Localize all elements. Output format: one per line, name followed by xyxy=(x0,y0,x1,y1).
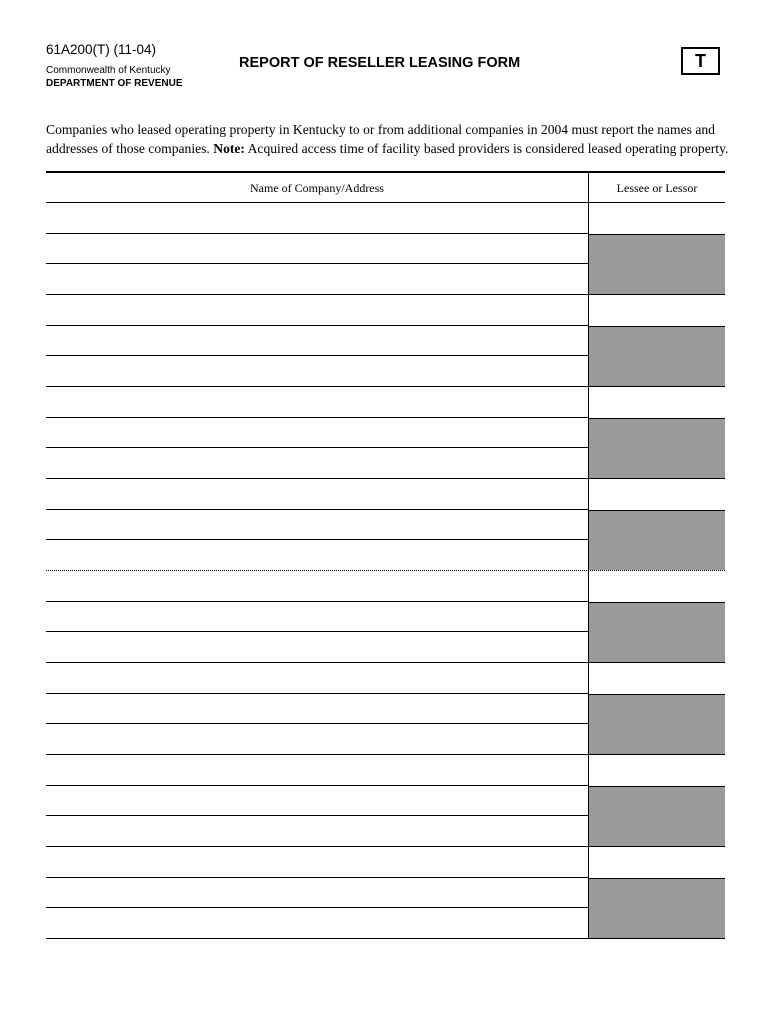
address-line[interactable] xyxy=(46,816,588,846)
table-body xyxy=(46,203,725,939)
company-address-field[interactable] xyxy=(46,847,589,938)
lessee-lessor-cell xyxy=(589,387,725,478)
address-line[interactable] xyxy=(46,602,588,633)
note-label: Note: xyxy=(213,141,245,156)
address-line[interactable] xyxy=(46,908,588,938)
company-address-field[interactable] xyxy=(46,663,589,754)
address-line[interactable] xyxy=(46,663,588,694)
lessee-lessor-cell xyxy=(589,479,725,570)
address-line[interactable] xyxy=(46,786,588,817)
company-address-field[interactable] xyxy=(46,387,589,478)
shaded-area xyxy=(589,695,725,754)
column-header-name: Name of Company/Address xyxy=(46,173,589,202)
address-line[interactable] xyxy=(46,847,588,878)
table-row xyxy=(46,847,725,939)
shaded-area xyxy=(589,603,725,662)
table-row xyxy=(46,295,725,387)
shaded-area xyxy=(589,419,725,478)
shaded-area xyxy=(589,879,725,938)
address-line[interactable] xyxy=(46,571,588,602)
lessee-lessor-field[interactable] xyxy=(589,295,725,327)
company-address-field[interactable] xyxy=(46,479,589,570)
shaded-area xyxy=(589,235,725,294)
company-address-field[interactable] xyxy=(46,203,589,294)
agency-name: Commonwealth of Kentucky xyxy=(46,65,171,76)
address-line[interactable] xyxy=(46,632,588,662)
address-line[interactable] xyxy=(46,234,588,265)
address-line[interactable] xyxy=(46,510,588,541)
instructions xyxy=(46,120,730,158)
lessee-lessor-field[interactable] xyxy=(589,571,725,603)
address-line[interactable] xyxy=(46,264,588,294)
instructions-text: Companies who leased operating property in Kentucky to or from additional companies in 2004 must report the names and addresses of those companies. xyxy=(46,122,715,156)
lessee-lessor-field[interactable] xyxy=(589,203,725,235)
schedule-letter-box xyxy=(681,47,720,75)
shaded-area xyxy=(589,327,725,386)
lessee-lessor-field[interactable] xyxy=(589,387,725,419)
lessee-lessor-cell xyxy=(589,755,725,846)
address-line[interactable] xyxy=(46,724,588,754)
address-line[interactable] xyxy=(46,295,588,326)
address-line[interactable] xyxy=(46,418,588,449)
address-line[interactable] xyxy=(46,448,588,478)
table-row xyxy=(46,663,725,755)
company-address-field[interactable] xyxy=(46,295,589,386)
table-row xyxy=(46,571,725,663)
form-title: REPORT OF RESELLER LEASING FORM xyxy=(239,55,521,71)
address-line[interactable] xyxy=(46,203,588,234)
address-line[interactable] xyxy=(46,356,588,386)
lessee-lessor-cell xyxy=(589,571,725,662)
table-row xyxy=(46,479,725,571)
lessee-lessor-cell xyxy=(589,295,725,386)
form-number: 61A200(T) (11-04) xyxy=(46,42,157,57)
shaded-area xyxy=(589,511,725,570)
table-header xyxy=(46,173,725,203)
table-row xyxy=(46,387,725,479)
company-address-field[interactable] xyxy=(46,571,589,662)
lessee-lessor-cell xyxy=(589,663,725,754)
lessee-lessor-cell xyxy=(589,847,725,938)
lessee-lessor-field[interactable] xyxy=(589,755,725,787)
table-row xyxy=(46,755,725,847)
lessee-lessor-field[interactable] xyxy=(589,663,725,695)
address-line[interactable] xyxy=(46,694,588,725)
table-row xyxy=(46,203,725,295)
column-header-lessee-lessor: Lessee or Lessor xyxy=(616,181,698,195)
reseller-table xyxy=(46,171,725,939)
lessee-lessor-field[interactable] xyxy=(589,847,725,879)
department-name: DEPARTMENT OF REVENUE xyxy=(46,78,183,89)
lessee-lessor-field[interactable] xyxy=(589,479,725,511)
lessee-lessor-cell xyxy=(589,203,725,294)
address-line[interactable] xyxy=(46,755,588,786)
address-line[interactable] xyxy=(46,326,588,357)
address-line[interactable] xyxy=(46,387,588,418)
address-line[interactable] xyxy=(46,540,588,570)
company-address-field[interactable] xyxy=(46,755,589,846)
address-line[interactable] xyxy=(46,878,588,909)
address-line[interactable] xyxy=(46,479,588,510)
schedule-letter: T xyxy=(695,50,706,71)
note-text: Acquired access time of facility based providers is considered leased operating property. xyxy=(247,141,729,156)
shaded-area xyxy=(589,787,725,846)
